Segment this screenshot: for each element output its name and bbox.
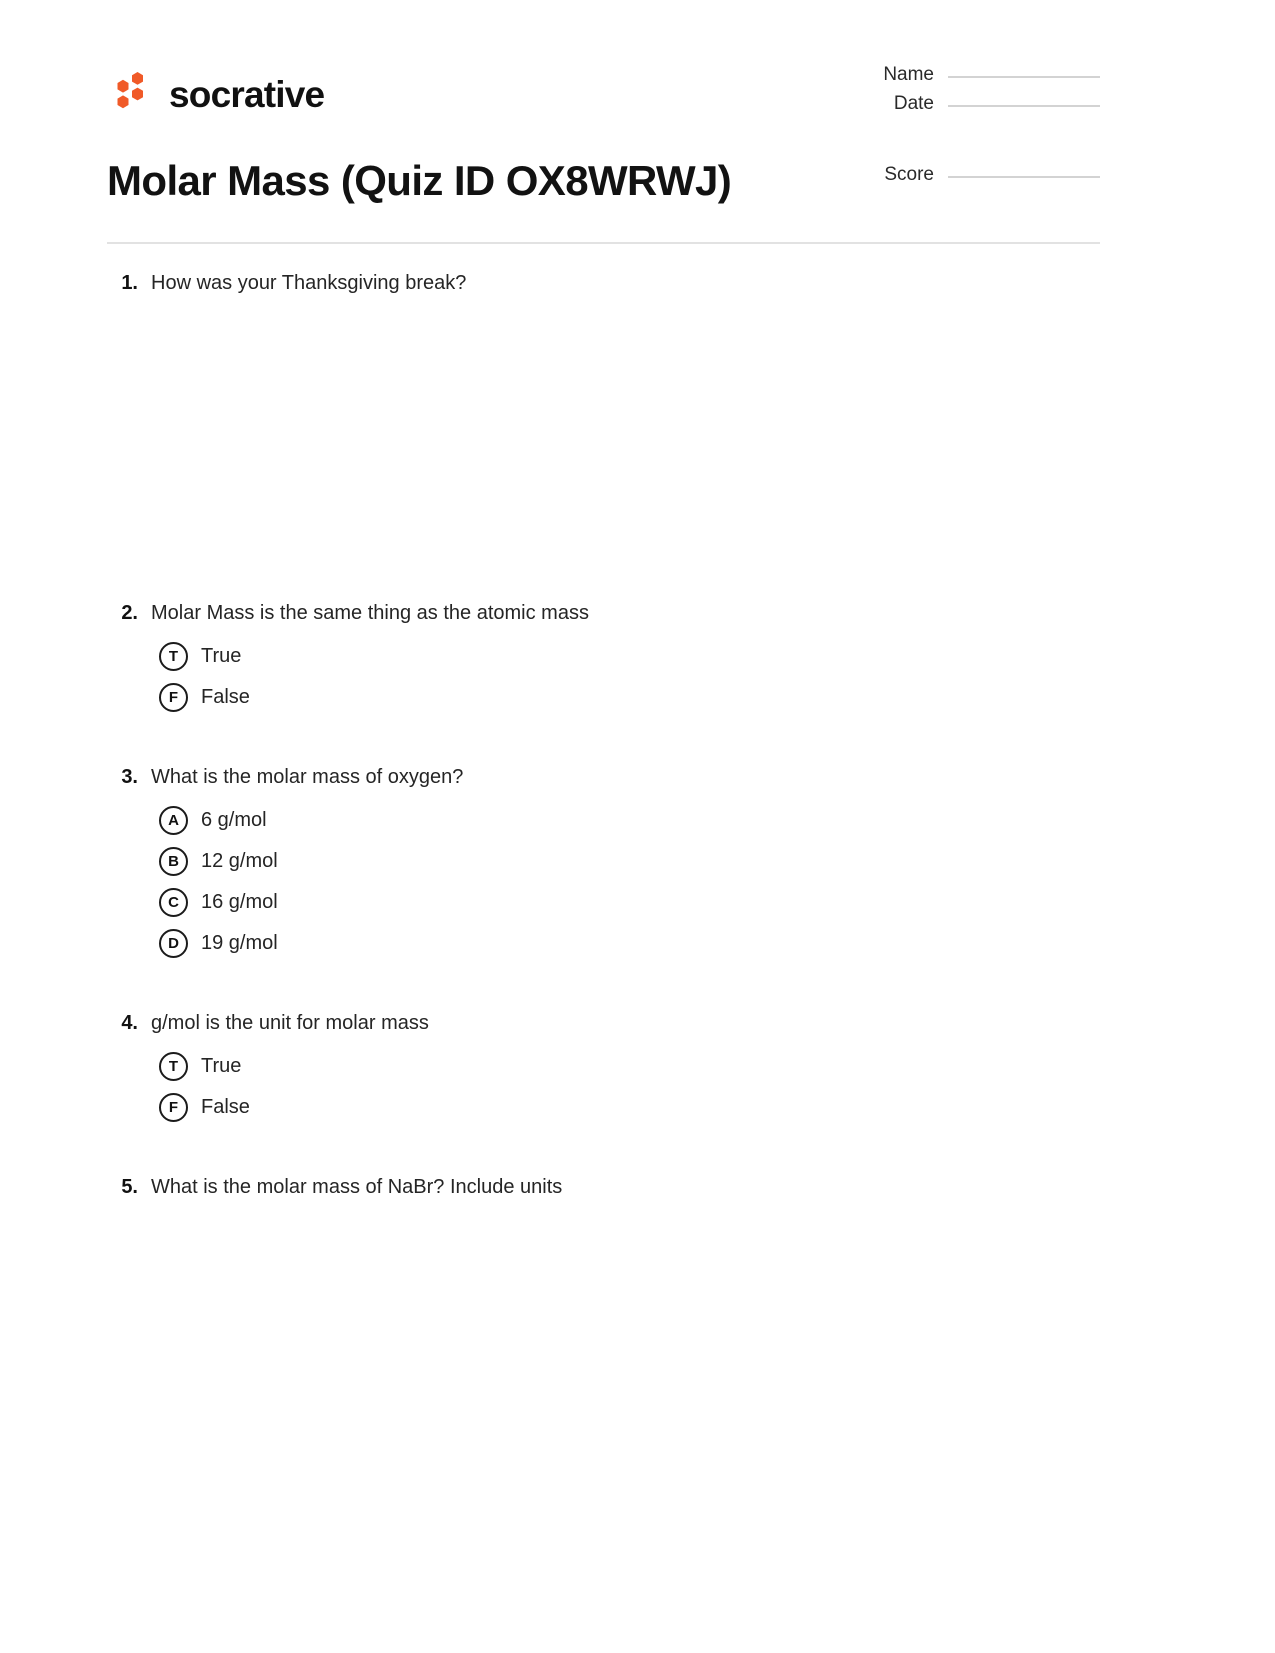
answer-space[interactable] bbox=[107, 298, 1100, 598]
option-row[interactable] bbox=[107, 841, 1100, 882]
question-list bbox=[107, 268, 1100, 1502]
date-label: Date bbox=[893, 93, 934, 114]
question-item bbox=[107, 762, 1100, 1008]
question-number: 1. bbox=[121, 272, 138, 294]
question-number: 4. bbox=[121, 1012, 138, 1034]
name-input-rule[interactable] bbox=[948, 75, 1100, 78]
option-list bbox=[107, 800, 1100, 964]
option-label: 12 g/mol bbox=[201, 850, 278, 872]
question-header bbox=[107, 268, 1100, 298]
option-bubble[interactable]: T bbox=[159, 1052, 188, 1081]
question-header bbox=[107, 598, 1100, 628]
answer-space[interactable] bbox=[107, 1128, 1100, 1172]
option-label: 19 g/mol bbox=[201, 932, 278, 954]
option-label: 6 g/mol bbox=[201, 809, 267, 831]
page-title: Molar Mass (Quiz ID OX8WRWJ) bbox=[107, 157, 732, 204]
answer-space[interactable] bbox=[107, 964, 1100, 1008]
option-row[interactable] bbox=[107, 1087, 1100, 1128]
question-item bbox=[107, 598, 1100, 762]
option-row[interactable] bbox=[107, 882, 1100, 923]
name-row bbox=[860, 60, 1100, 89]
option-row[interactable] bbox=[107, 636, 1100, 677]
date-row bbox=[860, 89, 1100, 118]
option-label: True bbox=[201, 645, 242, 667]
option-bubble[interactable]: T bbox=[159, 642, 188, 671]
option-label: False bbox=[201, 686, 250, 708]
option-bubble[interactable]: F bbox=[159, 1093, 188, 1122]
socrative-hexagons-logo-icon bbox=[107, 70, 155, 118]
option-label: True bbox=[201, 1055, 242, 1077]
question-number: 5. bbox=[121, 1176, 138, 1198]
option-row[interactable] bbox=[107, 923, 1100, 964]
question-text: How was your Thanksgiving break? bbox=[151, 272, 467, 294]
question-header bbox=[107, 762, 1100, 792]
header-divider bbox=[107, 242, 1100, 244]
option-row[interactable] bbox=[107, 677, 1100, 718]
question-header bbox=[107, 1172, 1100, 1202]
option-list bbox=[107, 636, 1100, 718]
option-list bbox=[107, 1046, 1100, 1128]
question-number: 2. bbox=[121, 602, 138, 624]
brand-name: socrative bbox=[169, 73, 325, 115]
question-number: 3. bbox=[121, 766, 138, 788]
option-row[interactable] bbox=[107, 1046, 1100, 1087]
student-info-block bbox=[860, 60, 1100, 189]
question-item bbox=[107, 1172, 1100, 1502]
answer-space[interactable] bbox=[107, 1202, 1100, 1502]
answer-space[interactable] bbox=[107, 718, 1100, 762]
score-row bbox=[860, 160, 1100, 189]
question-text: What is the molar mass of oxygen? bbox=[151, 766, 464, 788]
option-bubble[interactable]: F bbox=[159, 683, 188, 712]
name-label: Name bbox=[883, 64, 934, 85]
date-input-rule[interactable] bbox=[948, 104, 1100, 107]
option-row[interactable] bbox=[107, 800, 1100, 841]
question-text: Molar Mass is the same thing as the atomic mass bbox=[151, 602, 589, 624]
question-item bbox=[107, 1008, 1100, 1172]
question-item bbox=[107, 268, 1100, 598]
question-text: g/mol is the unit for molar mass bbox=[151, 1012, 429, 1034]
question-text: What is the molar mass of NaBr? Include units bbox=[151, 1176, 563, 1198]
option-bubble[interactable]: A bbox=[159, 806, 188, 835]
option-label: False bbox=[201, 1096, 250, 1118]
option-bubble[interactable]: C bbox=[159, 888, 188, 917]
score-input-rule[interactable] bbox=[948, 175, 1100, 178]
score-label: Score bbox=[884, 164, 934, 185]
question-header bbox=[107, 1008, 1100, 1038]
option-label: 16 g/mol bbox=[201, 891, 278, 913]
socrative-brand bbox=[107, 70, 324, 118]
option-bubble[interactable]: B bbox=[159, 847, 188, 876]
option-bubble[interactable]: D bbox=[159, 929, 188, 958]
